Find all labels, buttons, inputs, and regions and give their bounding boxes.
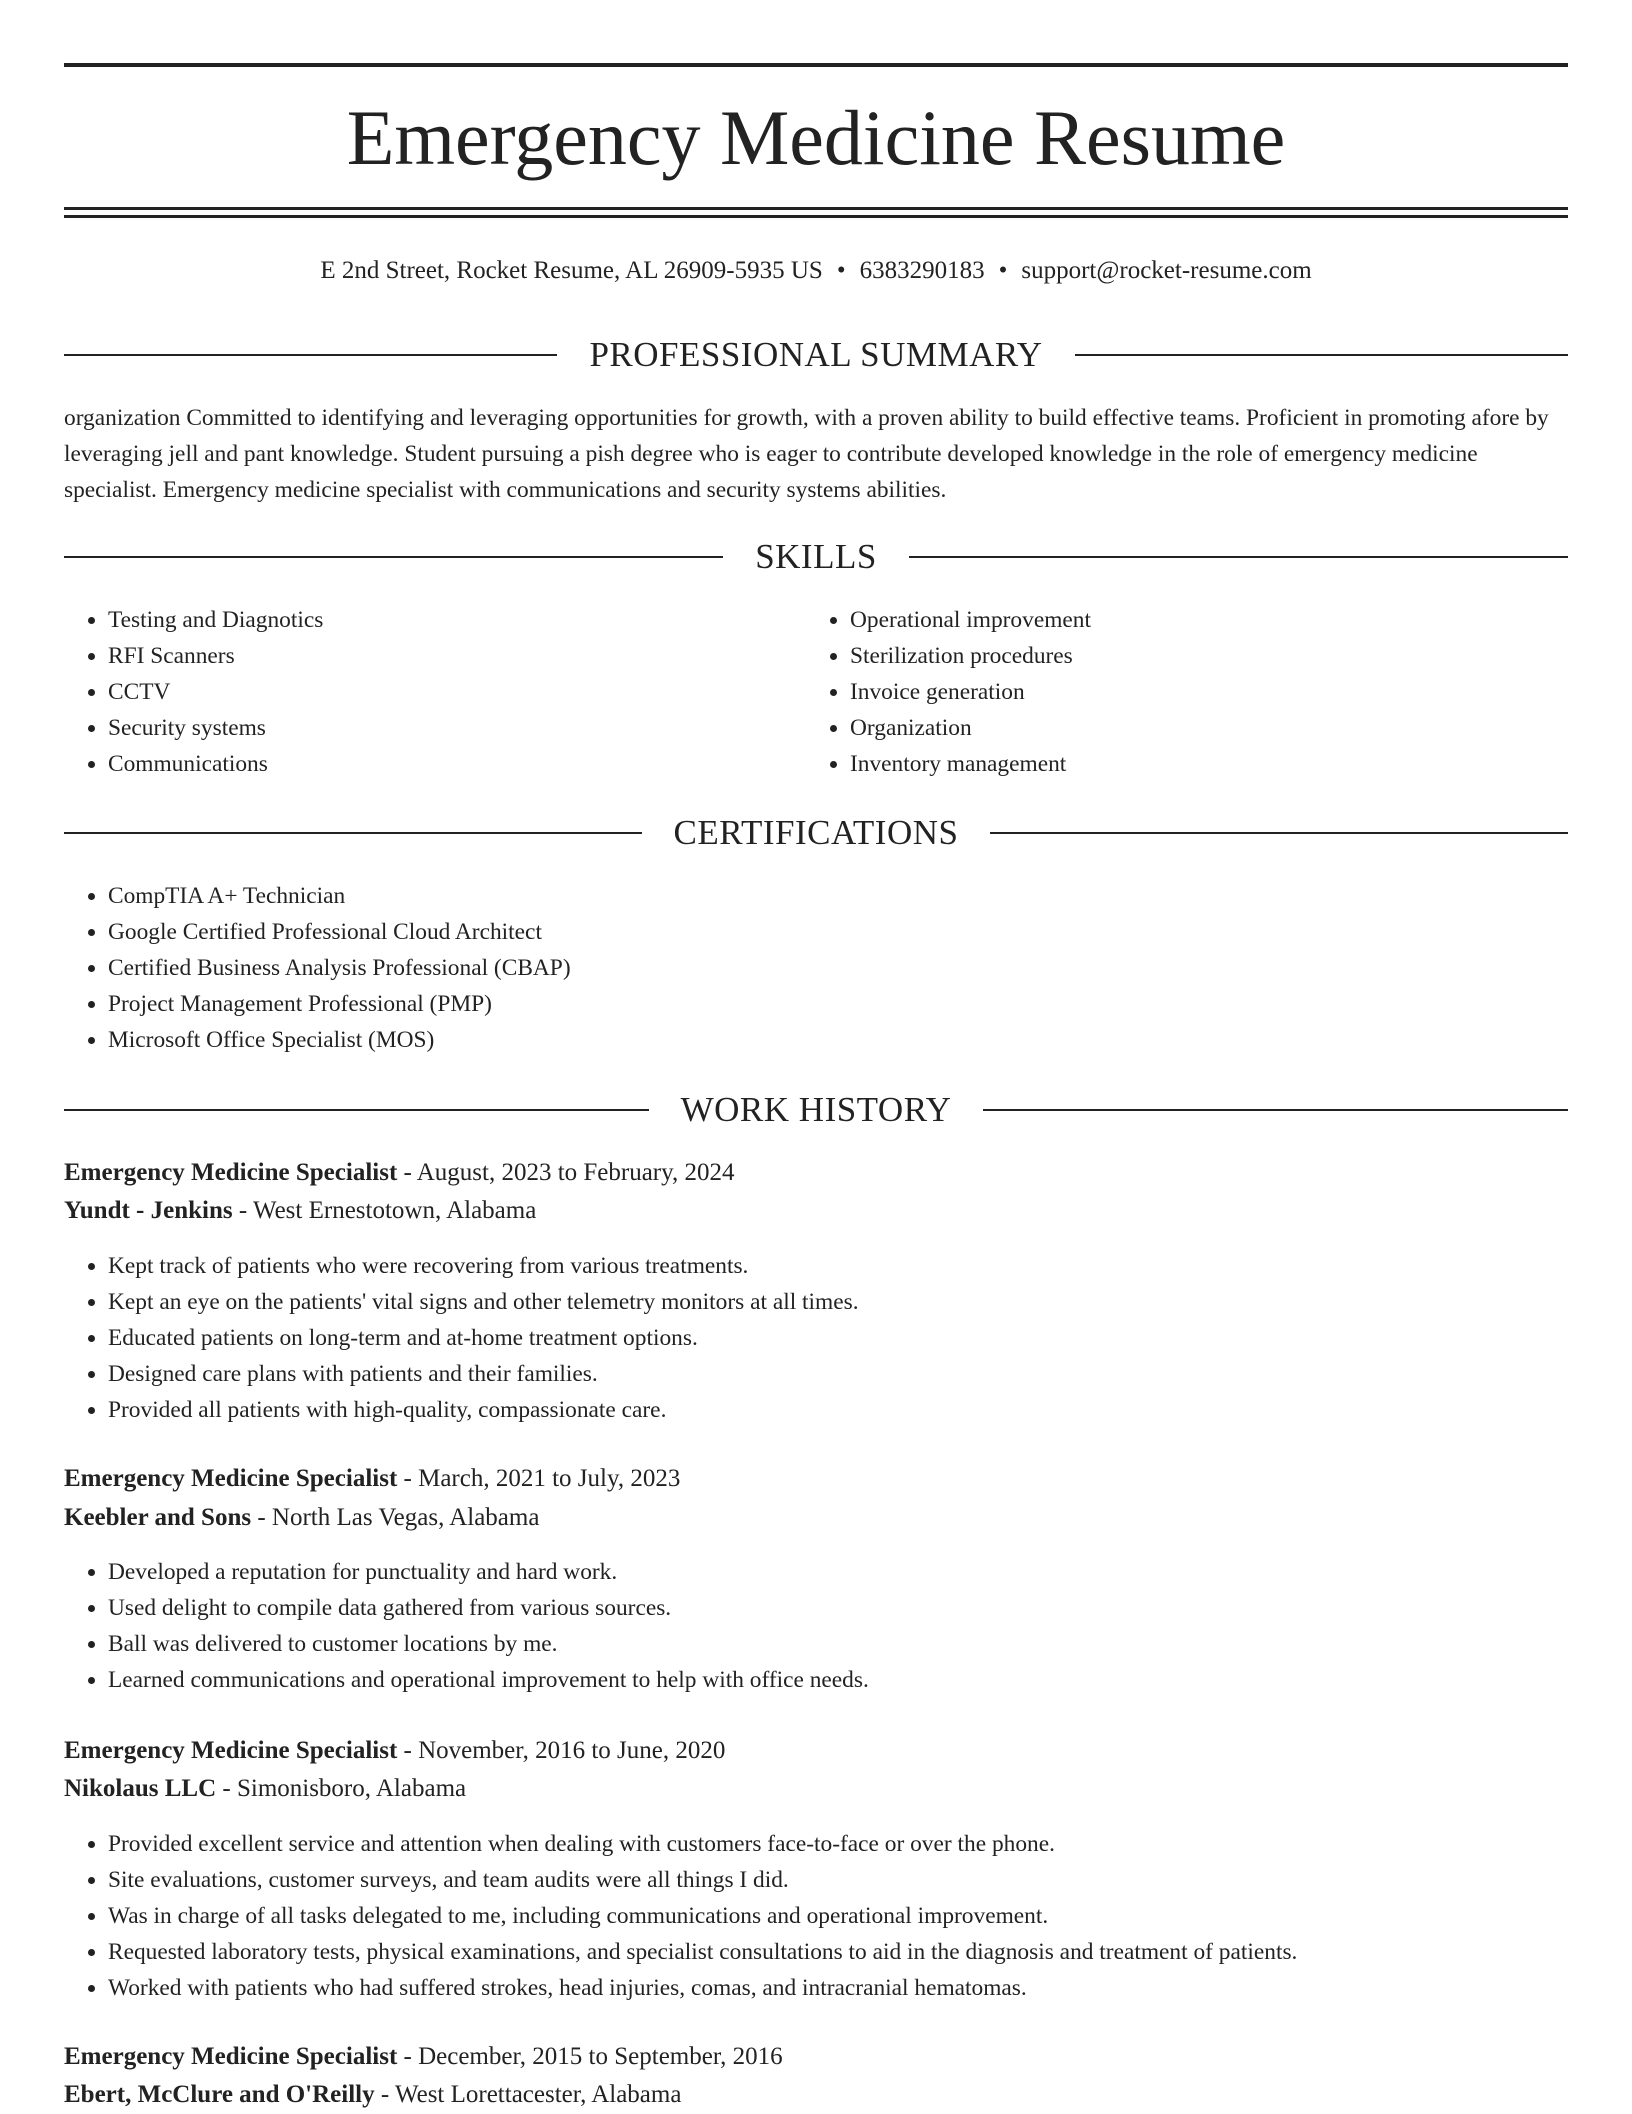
heading-rule	[990, 832, 1568, 834]
job-company: Nikolaus LLC	[64, 1775, 217, 1802]
contact-address: E 2nd Street, Rocket Resume, AL 26909-5935 US	[320, 257, 823, 284]
job-bullet: • Provided all patients with high-quality, compassionate care.	[108, 1392, 1568, 1428]
skill-item: • Operational improvement	[850, 602, 1550, 638]
heading-rule	[64, 832, 642, 834]
contact-phone: 6383290183	[859, 257, 985, 284]
certification-item: • Certified Business Analysis Professional (CBAP)	[108, 950, 1508, 986]
job-bullet: • Worked with patients who had suffered strokes, head injuries, comas, and intracranial hematomas.	[108, 1970, 1568, 2006]
summary-heading-label: PROFESSIONAL SUMMARY	[589, 335, 1043, 374]
job-title-line	[64, 1154, 1568, 1192]
certification-item: • Google Certified Professional Cloud Architect	[108, 914, 1508, 950]
job-title-line	[64, 1460, 1568, 1498]
job-dates: - December, 2015 to September, 2016	[397, 2043, 783, 2070]
job-bullets	[64, 1554, 1568, 1698]
job-location: - Simonisboro, Alabama	[216, 1775, 467, 1802]
job-company-line	[64, 1192, 1568, 1230]
job-bullet: • Requested laboratory tests, physical examinations, and specialist consultations to aid in the diagnosis and treatment of patients.	[108, 1934, 1568, 1970]
work-history-heading	[64, 1087, 1568, 1133]
job-location: - West Lorettacester, Alabama	[374, 2081, 682, 2108]
job-bullet: • Used delight to compile data gathered from various sources.	[108, 1590, 1568, 1626]
work-history-heading-label: WORK HISTORY	[680, 1090, 952, 1129]
job-bullet: • Site evaluations, customer surveys, and team audits were all things I did.	[108, 1862, 1568, 1898]
job-bullets	[64, 1248, 1568, 1428]
job-company-line	[64, 2076, 1568, 2114]
contact-email[interactable]: support@rocket-resume.com	[1021, 257, 1312, 284]
job-title: Emergency Medicine Specialist	[64, 1737, 398, 1764]
skill-item: • RFI Scanners	[108, 638, 808, 674]
skill-item: • Communications	[108, 746, 808, 782]
job-location: - West Ernestotown, Alabama	[232, 1197, 537, 1224]
job-dates: - August, 2023 to February, 2024	[397, 1159, 735, 1186]
contact-separator: •	[836, 257, 846, 284]
job-title-line	[64, 2038, 1568, 2076]
skill-item: • Sterilization procedures	[850, 638, 1550, 674]
header-rule-upper	[64, 207, 1568, 210]
skill-item: • Inventory management	[850, 746, 1550, 782]
certifications-heading	[64, 810, 1568, 856]
skills-heading-label: SKILLS	[755, 537, 877, 576]
job-title-line	[64, 1732, 1568, 1770]
contact-line	[64, 254, 1568, 288]
job-bullet: • Kept track of patients who were recovering from various treatments.	[108, 1248, 1568, 1284]
job-bullet: • Learned communications and operational improvement to help with office needs.	[108, 1662, 1568, 1698]
job-title: Emergency Medicine Specialist	[64, 1465, 398, 1492]
heading-rule	[909, 556, 1568, 558]
certifications-heading-label: CERTIFICATIONS	[673, 813, 959, 852]
job-bullet: • Designed care plans with patients and their families.	[108, 1356, 1568, 1392]
job-bullet: • Developed a reputation for punctuality and hard work.	[108, 1554, 1568, 1590]
skills-heading	[64, 534, 1568, 580]
heading-rule	[1075, 354, 1568, 356]
skills-list-right	[806, 602, 1550, 782]
job-title: Emergency Medicine Specialist	[64, 1159, 398, 1186]
heading-rule	[983, 1109, 1568, 1111]
header-rule-lower	[64, 215, 1568, 218]
job-bullets	[64, 1826, 1568, 2006]
job-dates: - March, 2021 to July, 2023	[397, 1465, 681, 1492]
heading-rule	[64, 354, 557, 356]
job-bullet: • Educated patients on long-term and at-home treatment options.	[108, 1320, 1568, 1356]
certification-item: • Project Management Professional (PMP)	[108, 986, 1508, 1022]
job-bullet: • Was in charge of all tasks delegated to me, including communications and operational improvement.	[108, 1898, 1568, 1934]
heading-rule	[64, 1109, 649, 1111]
job-company: Ebert, McClure and O'Reilly	[64, 2081, 375, 2108]
skill-item: • Organization	[850, 710, 1550, 746]
certification-item: • Microsoft Office Specialist (MOS)	[108, 1022, 1508, 1058]
skill-item: • Security systems	[108, 710, 808, 746]
skill-item: • Testing and Diagnotics	[108, 602, 808, 638]
job-title: Emergency Medicine Specialist	[64, 2043, 398, 2070]
certification-item: • CompTIA A+ Technician	[108, 878, 1508, 914]
certifications-list	[64, 878, 1508, 1058]
job-company: Yundt - Jenkins	[64, 1197, 233, 1224]
summary-heading	[64, 332, 1568, 378]
job-location: - North Las Vegas, Alabama	[251, 1504, 540, 1531]
job-company-line	[64, 1770, 1568, 1808]
job-bullet: • Kept an eye on the patients' vital signs and other telemetry monitors at all times.	[108, 1284, 1568, 1320]
header-top-rule	[64, 63, 1568, 67]
skill-item: • Invoice generation	[850, 674, 1550, 710]
skill-item: • CCTV	[108, 674, 808, 710]
job-company-line	[64, 1499, 1568, 1537]
summary-text: organization Committed to identifying and leveraging opportunities for growth, with a proven ability to build effective teams. Proficient in promoting afore by leveraging jell and pant knowledge. Student pursuing a pish degree who is eager to contribute developed knowledge in the role of emergency medicine specialist. Emergency medicine specialist with communications and security systems abilities.	[64, 405, 1549, 503]
heading-rule	[64, 556, 723, 558]
job-bullet: • Provided excellent service and attention when dealing with customers face-to-face or over the phone.	[108, 1826, 1568, 1862]
job-bullet: • Ball was delivered to customer locations by me.	[108, 1626, 1568, 1662]
job-dates: - November, 2016 to June, 2020	[397, 1737, 726, 1764]
contact-separator: •	[998, 257, 1008, 284]
skills-list-left	[64, 602, 808, 782]
job-company: Keebler and Sons	[64, 1504, 252, 1531]
resume-title: Emergency Medicine Resume	[346, 94, 1286, 181]
